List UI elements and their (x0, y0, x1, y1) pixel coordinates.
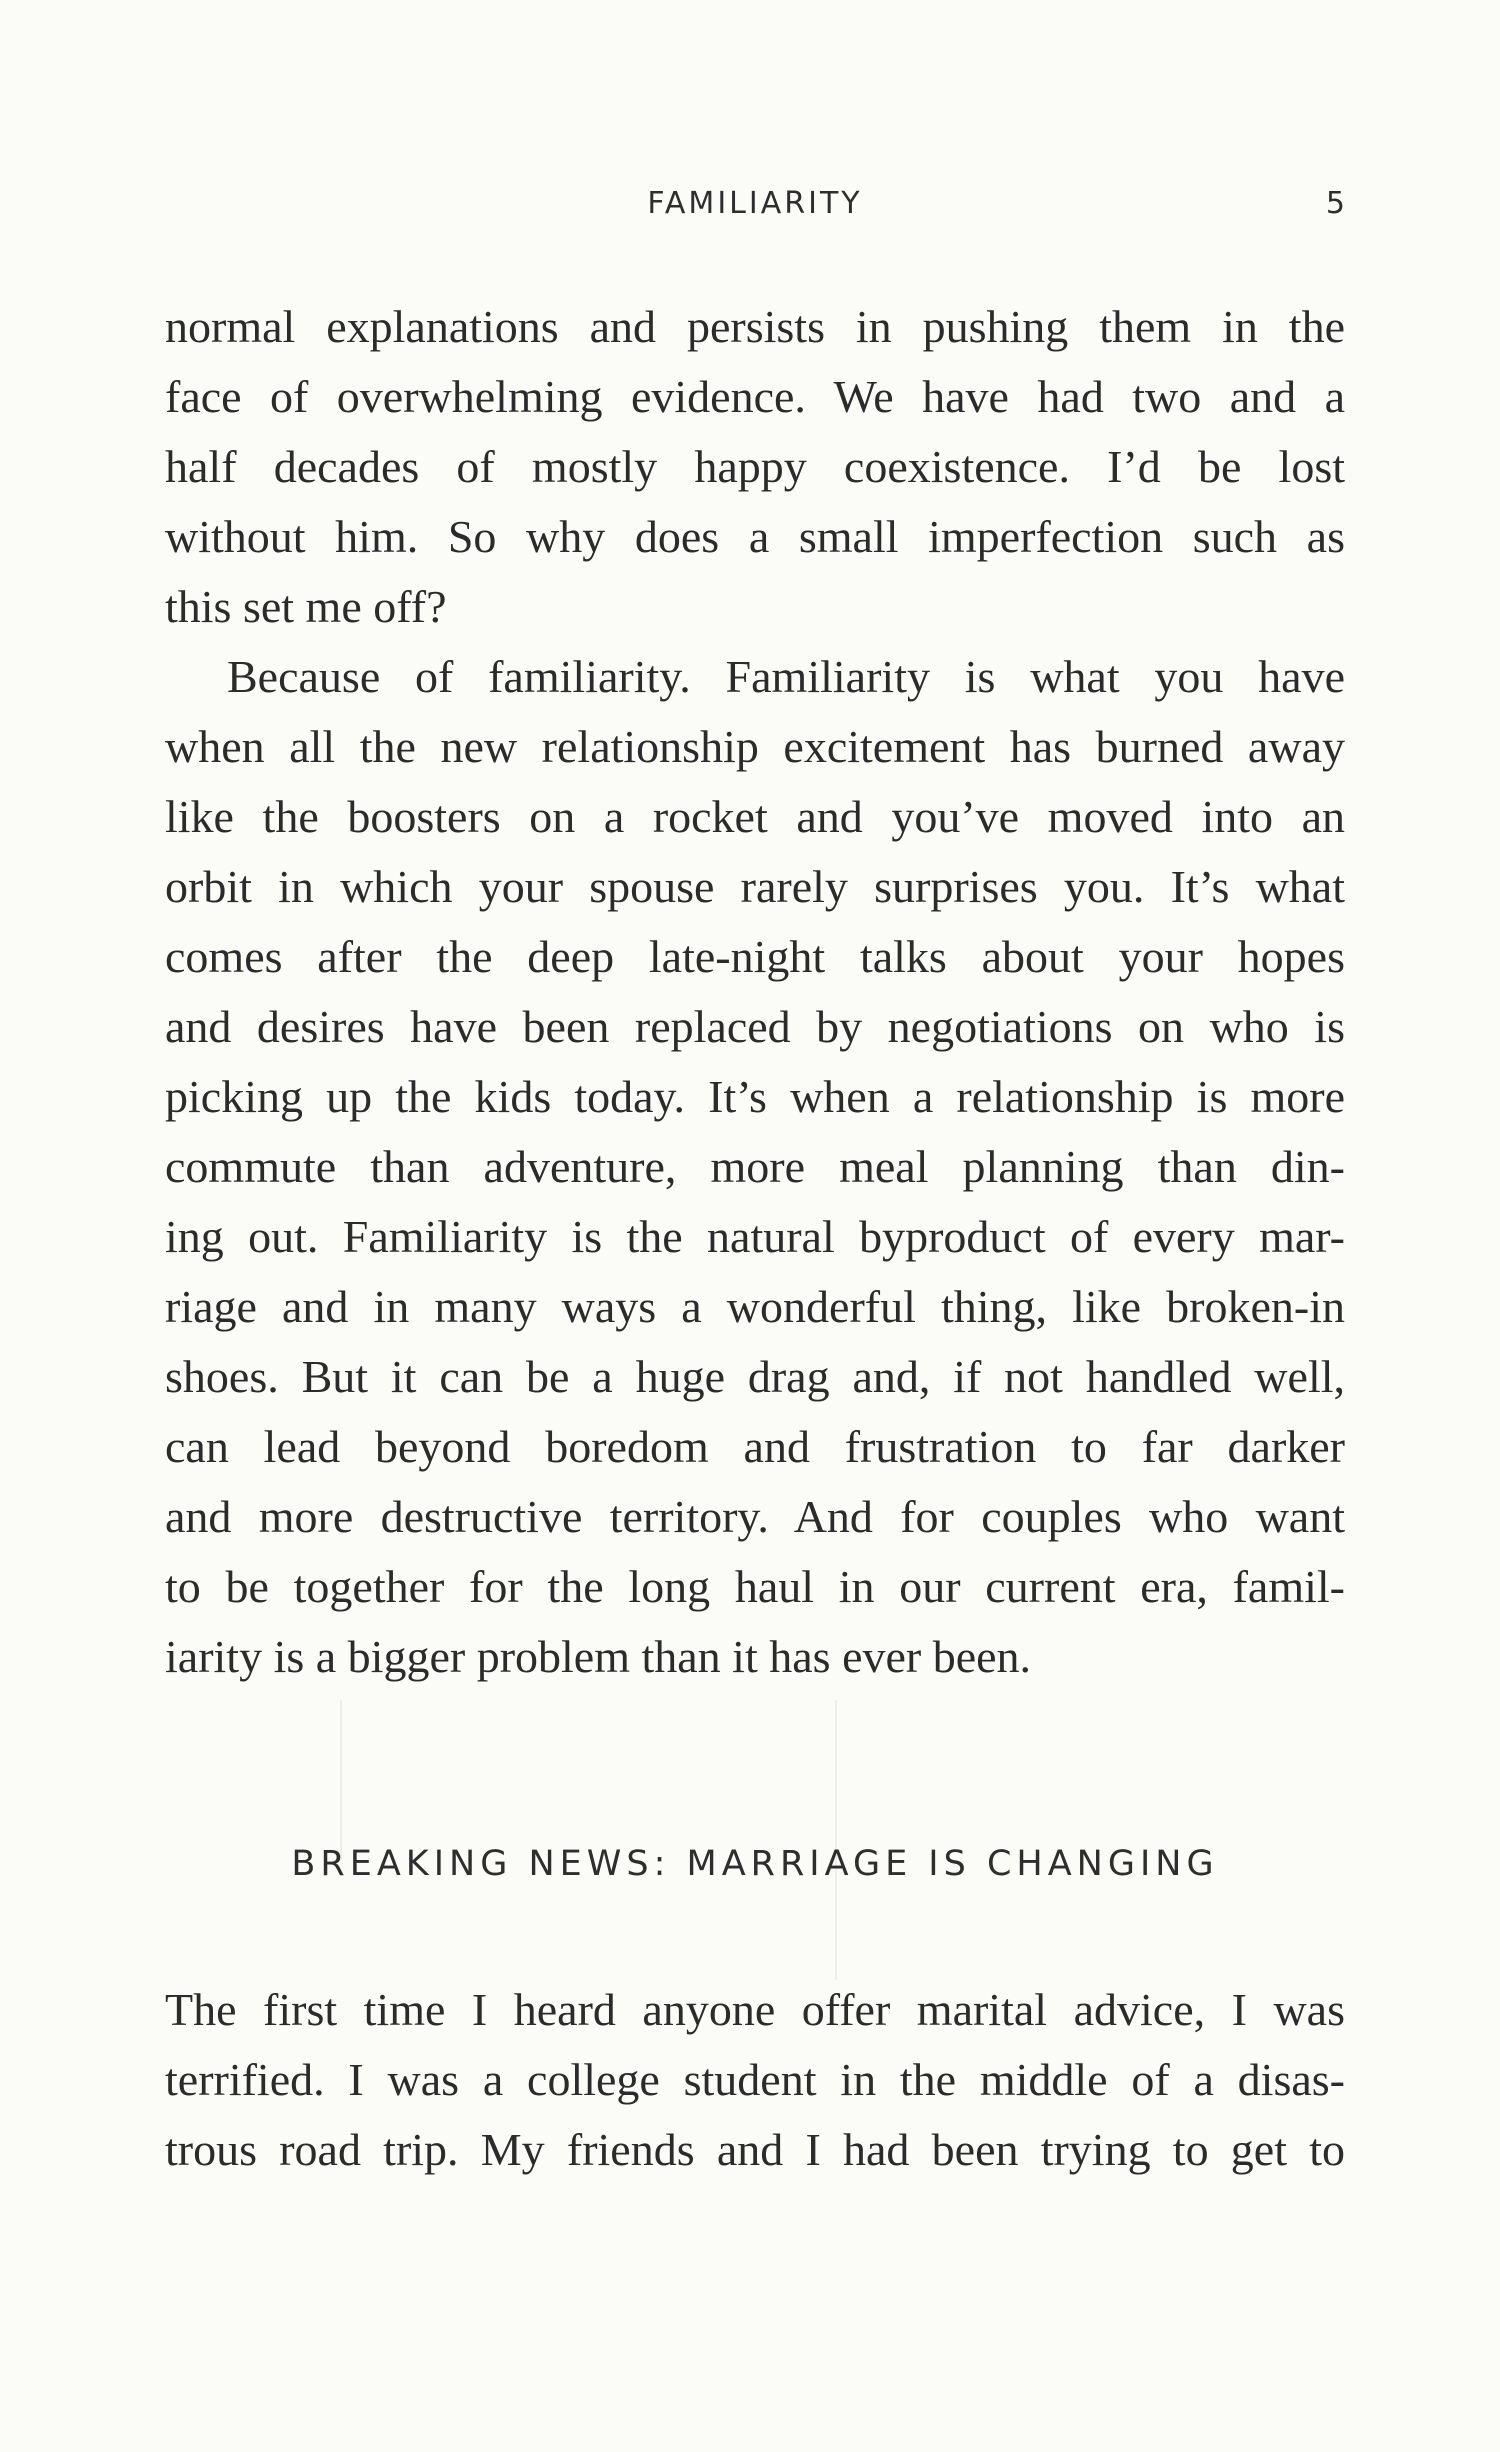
text-line: ing out. Familiarity is the natural byproduct of every mar- (165, 1211, 1345, 1262)
text-line: like the boosters on a rocket and you’ve moved into an (165, 791, 1345, 842)
text-line: comes after the deep late-night talks about your hopes (165, 931, 1345, 982)
text-line: and desires have been replaced by negotiations on who is (165, 1001, 1345, 1052)
text-line: riage and in many ways a wonderful thing, like broken-in (165, 1281, 1345, 1332)
scan-artifact (340, 1700, 342, 1860)
text-line: Because of familiarity. Familiarity is what you have (227, 651, 1345, 702)
text-line: without him. So why does a small imperfection such as (165, 511, 1345, 562)
text-line: half decades of mostly happy coexistence. I’d be lost (165, 441, 1345, 492)
text-line: when all the new relationship excitement has burned away (165, 721, 1345, 772)
text-line: normal explanations and persists in pushing them in the (165, 301, 1345, 352)
text-line: The first time I heard anyone offer marital advice, I was (165, 1984, 1345, 2035)
running-head (165, 186, 1345, 230)
text-line: and more destructive territory. And for couples who want (165, 1491, 1345, 1542)
text-line: terrified. I was a college student in the middle of a disas- (165, 2054, 1345, 2105)
paragraph-familiarity (165, 642, 1345, 1692)
text-line: commute than adventure, more meal planning than din- (165, 1141, 1345, 1192)
text-line: can lead beyond boredom and frustration to far darker (165, 1421, 1345, 1472)
running-title: FAMILIARITY (647, 186, 863, 221)
paragraph-continued (165, 292, 1345, 642)
text-line: iarity is a bigger problem than it has ever been. (165, 1631, 1032, 1682)
text-line: to be together for the long haul in our current era, famil- (165, 1561, 1345, 1612)
section-heading: BREAKING NEWS: MARRIAGE IS CHANGING (291, 1844, 1219, 1884)
page-number: 5 (1325, 186, 1345, 221)
scan-artifact (835, 1700, 837, 1980)
text-line: orbit in which your spouse rarely surprises you. It’s what (165, 861, 1345, 912)
text-line: this set me off? (165, 581, 447, 632)
text-line: trous road trip. My friends and I had been trying to get to (165, 2124, 1345, 2175)
text-line: shoes. But it can be a huge drag and, if not handled well, (165, 1351, 1345, 1402)
text-line: face of overwhelming evidence. We have had two and a (165, 371, 1345, 422)
text-line: picking up the kids today. It’s when a relationship is more (165, 1071, 1345, 1122)
paragraph-first-advice (165, 1975, 1345, 2185)
